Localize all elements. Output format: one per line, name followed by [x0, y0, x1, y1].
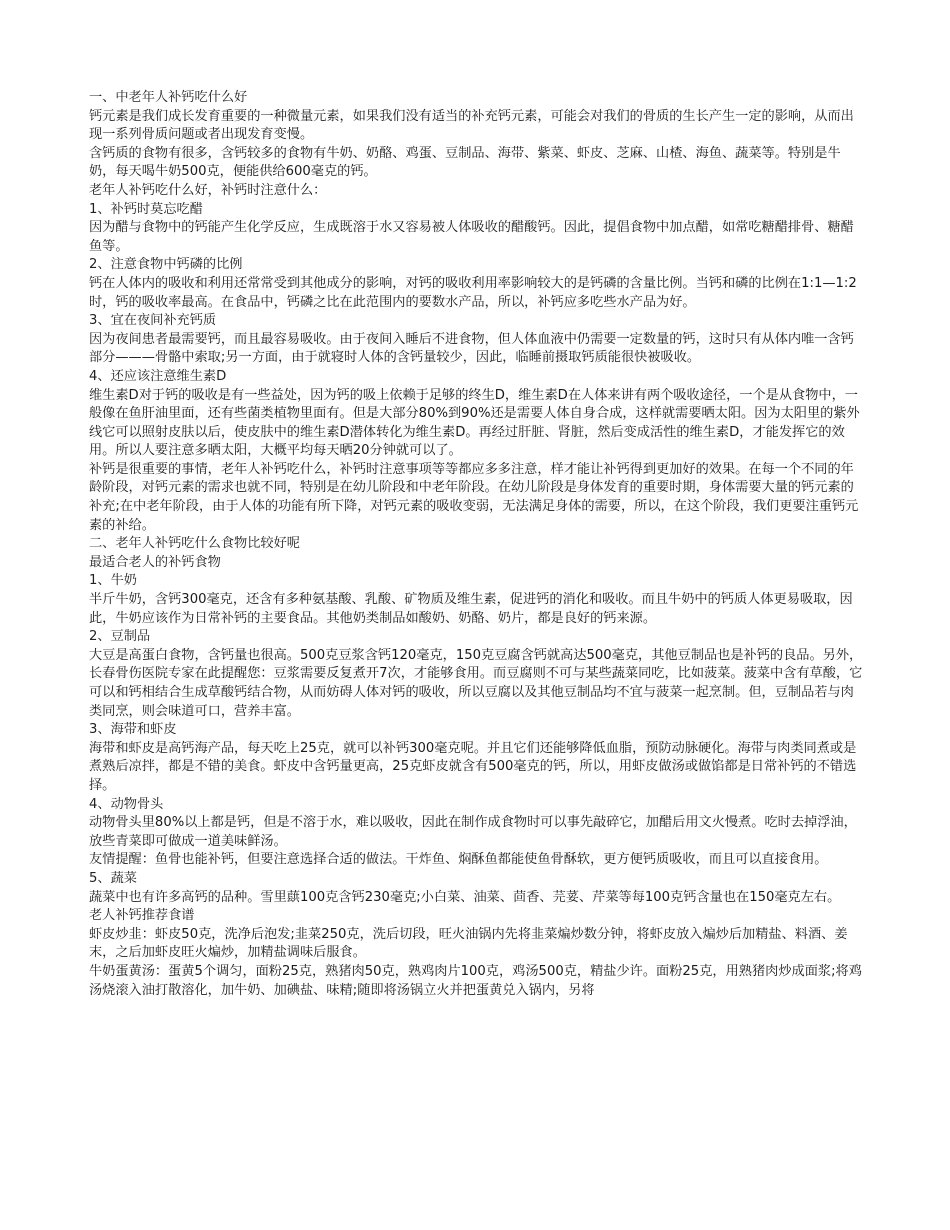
paragraph: 半斤牛奶，含钙300毫克，还含有多种氨基酸、乳酸、矿物质及维生素，促进钙的消化和吸收。而且牛奶中的钙质人体更易吸取，因此，牛奶应该作为日常补钙的主要食品。其他奶类制品如酸奶、奶酪、奶片，都是良好的钙来源。 [89, 592, 853, 626]
paragraph: 钙在人体内的吸收和利用还常常受到其他成分的影响，对钙的吸收利用率影响较大的是钙磷的含量比例。当钙和磷的比例在1:1—1:2时，钙的吸收率最高。在食品中，钙磷之比在此范围内的要数水产品，所以，补钙应多吃些水产品为好。 [89, 275, 857, 310]
section-heading: 一、中老年人补钙吃什么好 [89, 90, 248, 105]
paragraph: 虾皮炒韭：虾皮50克，洗净后泡发;韭菜250克，洗后切段，旺火油锅内先将韭菜煸炒数分钟，将虾皮放入煸炒后加精盐、料酒、姜末，之后加虾皮旺火煸炒，加精盐调味后服食。 [89, 926, 848, 961]
paragraph: 牛奶蛋黄汤：蛋黄5个调匀，面粉25克，熟猪肉50克，熟鸡肉片100克，鸡汤500克，精盐少许。面粉25克，用熟猪肉炒成面浆;将鸡汤烧滚入油打散溶化，加牛奶、加碘盐、味精;随即将汤锅立火并把蛋黄兑入锅内，另将 [89, 963, 862, 998]
subheading: 最适合老人的补钙食物 [89, 554, 221, 570]
subheading: 2、注意食物中钙磷的比例 [89, 257, 243, 273]
paragraph: 维生素D对于钙的吸收是有一些益处，因为钙的吸上依赖于足够的终生D，维生素D在人体来讲有两个吸收途径，一个是从食物中，一般像在鱼肝油里面，还有些菌类植物里面有。但是大部分80%到90%还是需要人体自身合成，这样就需要晒太阳。因为太阳里的紫外线它可以照射皮肤以后，使皮肤中的维生素D潜体转化为维生素D。再经过肝脏、肾脏，然后变成活性的维生素D，才能发挥它的效用。所以人要注意多晒太阳，大概平均每天晒20分钟就可以了。 [89, 387, 860, 459]
subheading: 5、蔬菜 [89, 870, 137, 886]
paragraph: 大豆是高蛋白食物，含钙量也很高。500克豆浆含钙120毫克，150克豆腐含钙就高达500毫克，其他豆制品也是补钙的良品。另外，长春骨伤医院专家在此提醒您：豆浆需要反复煮开7次，才能够食用。而豆腐则不可与某些蔬菜同吃，比如菠菜。菠菜中含有草酸，它可以和钙相结合生成草酸钙结合物，从而妨碍人体对钙的吸收，所以豆腐以及其他豆制品均不宜与菠菜一起烹制。但，豆制品若与肉类同烹，则会味道可口，营养丰富。 [89, 647, 863, 719]
section-heading: 二、老年人补钙吃什么食物比较好呢 [89, 536, 300, 552]
subheading: 1、牛奶 [89, 573, 137, 589]
subheading: 老人补钙推荐食谱 [89, 908, 195, 924]
paragraph: 补钙是很重要的事情，老年人补钙吃什么，补钙时注意事项等等都应多多注意，样才能让补钙得到更加好的效果。在每一个不同的年龄阶段，对钙元素的需求也就不同，特别是在幼儿阶段和中老年阶段。在幼儿阶段是身体发育的重要时期，身体需要大量的钙元素的补充;在中老年阶段，由于人体的功能有所下降，对钙元素的吸收变弱，无法满足身体的需要，所以，在这个阶段，我们更要注重钙元素的补给。 [89, 461, 859, 533]
subheading: 3、海带和虾皮 [89, 722, 177, 738]
document-body [89, 89, 864, 1000]
paragraph: 友情提醒：鱼骨也能补钙，但要注意选择合适的做法。干炸鱼、焖酥鱼都能使鱼骨酥软，更方便钙质吸收，而且可以直接食用。 [89, 852, 828, 868]
subheading: 3、宜在夜间补充钙质 [89, 313, 217, 329]
subheading: 4、动物骨头 [89, 796, 164, 812]
subheading: 4、还应该注意维生素D [89, 368, 227, 384]
paragraph: 因为夜间患者最需要钙，而且最容易吸收。由于夜间入睡后不进食物，但人体血液中仍需要一定数量的钙，这时只有从体内唯一含钙部分———骨骼中索取;另一方面，由于就寝时人体的含钙量较少，因此，临睡前摄取钙质能很快被吸收。 [89, 331, 854, 366]
paragraph: 动物骨头里80%以上都是钙，但是不溶于水，难以吸收，因此在制作成食物时可以事先敲碎它，加醋后用文火慢煮。吃时去掉浮油，放些青菜即可做成一道美味鲜汤。 [89, 815, 857, 849]
subheading: 2、豆制品 [89, 629, 151, 645]
paragraph: 因为醋与食物中的钙能产生化学反应，生成既溶于水又容易被人体吸收的醋酸钙。因此，提倡食物中加点醋，如常吃糖醋排骨、糖醋鱼等。 [89, 220, 854, 254]
paragraph: 蔬菜中也有许多高钙的品种。雪里蕻100克含钙230毫克;小白菜、油菜、茴香、芫荽、芹菜等每100克钙含量也在150毫克左右。 [89, 889, 841, 905]
paragraph: 海带和虾皮是高钙海产品，每天吃上25克，就可以补钙300毫克呢。并且它们还能够降低血脂，预防动脉硬化。海带与肉类同煮或是煮熟后凉拌，都是不错的美食。虾皮中含钙量更高，25克虾皮就含有500毫克的钙，所以，用虾皮做汤或做馅都是日常补钙的不错选择。 [89, 740, 857, 793]
paragraph: 老年人补钙吃什么好，补钙时注意什么： [89, 182, 327, 198]
paragraph: 含钙质的食物有很多，含钙较多的食物有牛奶、奶酪、鸡蛋、豆制品、海带、紫菜、虾皮、芝麻、山楂、海鱼、蔬菜等。特别是牛奶，每天喝牛奶500克，便能供给600毫克的钙。 [89, 145, 841, 180]
paragraph: 钙元素是我们成长发育重要的一种微量元素，如果我们没有适当的补充钙元素，可能会对我们的骨质的生长产生一定的影响，从而出现一系列骨质问题或者出现发育变慢。 [89, 108, 854, 143]
subheading: 1、补钙时莫忘吃醋 [89, 201, 203, 217]
